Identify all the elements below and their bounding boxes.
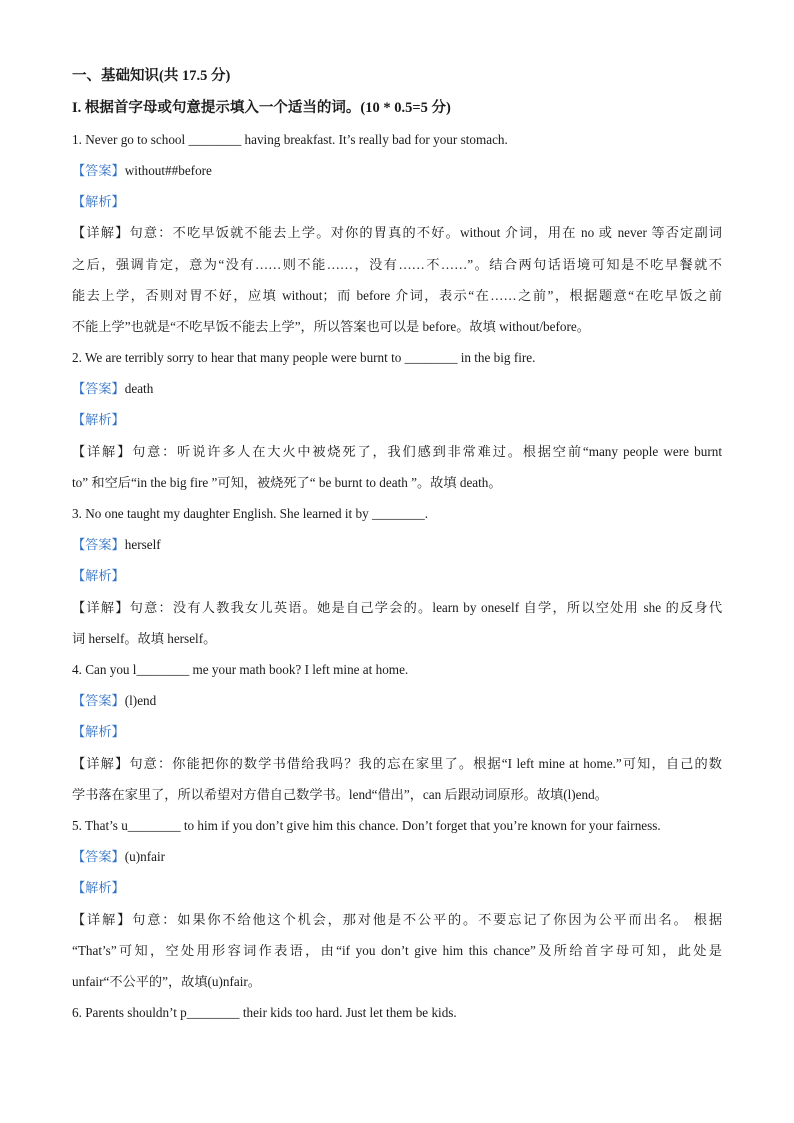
detail-text: 句意：你能把你的数学书借给我吗？我的忘在家里了。根据“I left mine at home.”可知，自己的数 (129, 756, 722, 771)
analysis-label: 【解析】 (72, 724, 125, 739)
question-5-analysis (72, 879, 722, 897)
question-5-detail-line: unfair“不公平的”，故填(u)nfair。 (72, 974, 261, 989)
question-4-analysis (72, 723, 722, 741)
question-6-stem: 6. Parents shouldn’t p________ their kids too hard. Just let them be kids. (72, 1005, 457, 1020)
question-2-detail-line: to” 和空后“in the big fire ”可知，被烧死了“ be burnt to death ”。故填 death。 (72, 475, 502, 490)
answer-text: herself (124, 537, 161, 552)
detail-label: 【详解】 (72, 225, 130, 240)
detail-label: 【详解】 (72, 912, 133, 927)
analysis-label: 【解析】 (72, 194, 125, 209)
answer-text: (l)end (124, 693, 157, 708)
question-1-analysis (72, 193, 722, 211)
answer-text: (u)nfair (124, 849, 166, 864)
question-1-detail-line: 能去上学，否则对胃不好，应填 without；而 before 介词，表示“在……之前”，根据题意“在吃早饭之前 (72, 288, 722, 303)
question-1-detail-line: 之后，强调肯定，意为“没有……则不能……，没有……不……”。结合两句话语境可知是不吃早餐就不 (72, 257, 722, 272)
section-title: 一、基础知识(共 17.5 分) (72, 68, 231, 84)
question-3-stem: 3. No one taught my daughter English. She learned it by ________. (72, 506, 429, 521)
question-1-detail-line: 不能上学”也就是“不吃早饭不能去上学”，所以答案也可以是 before。故填 without/before。 (72, 319, 590, 334)
detail-label: 【详解】 (72, 756, 130, 771)
question-3-detail-line (72, 599, 722, 617)
analysis-label: 【解析】 (72, 880, 125, 895)
question-4-detail-line: 学书落在家里了，所以希望对方借自己数学书。lend“借出”，can 后跟动词原形。故填(l)end。 (72, 787, 608, 802)
question-3-answer (72, 536, 722, 554)
question-2-stem: 2. We are terribly sorry to hear that many people were burnt to ________ in the big fire. (72, 350, 536, 365)
question-1-answer (72, 162, 722, 180)
question-5-detail-line (72, 911, 722, 929)
answer-text: without##before (124, 163, 212, 178)
part-title: I. 根据首字母或句意提示填入一个适当的词。(10 * 0.5=5 分) (72, 100, 451, 116)
question-4-answer (72, 692, 722, 710)
question-1-stem: 1. Never go to school ________ having breakfast. It’s really bad for your stomach. (72, 132, 508, 147)
detail-label: 【详解】 (72, 600, 130, 615)
question-4-stem: 4. Can you l________ me your math book? I left mine at home. (72, 662, 409, 677)
detail-label: 【详解】 (72, 444, 133, 459)
question-5-answer (72, 848, 722, 866)
answer-label: 【答案】 (72, 849, 125, 864)
question-2-analysis (72, 411, 722, 429)
answer-label: 【答案】 (72, 693, 125, 708)
detail-text: 句意：如果你不给他这个机会，那对他是不公平的。不要忘记了你因为公平而出名。 根据 (132, 912, 723, 927)
answer-text: death (124, 381, 154, 396)
answer-label: 【答案】 (72, 381, 125, 396)
question-2-answer (72, 380, 722, 398)
question-4-detail-line (72, 755, 722, 773)
answer-label: 【答案】 (72, 537, 125, 552)
detail-text: 句意：不吃早饭就不能去上学。对你的胃真的不好。without 介词，用在 no 或 never 等否定副词 (129, 225, 722, 240)
answer-label: 【答案】 (72, 163, 125, 178)
question-5-detail-line: “That’s”可知，空处用形容词作表语，由“if you don’t give him this chance”及所给首字母可知，此处是 (72, 943, 722, 958)
question-1-detail-line (72, 224, 722, 242)
question-3-analysis (72, 567, 722, 585)
question-3-detail-line: 词 herself。故填 herself。 (72, 631, 217, 646)
detail-text: 句意：没有人教我女儿英语。她是自己学会的。learn by oneself 自学，所以空处用 she 的反身代 (129, 600, 723, 615)
analysis-label: 【解析】 (72, 412, 125, 427)
question-2-detail-line (72, 443, 722, 461)
detail-text: 句意：听说许多人在大火中被烧死了，我们感到非常难过。根据空前“many people were burnt (132, 444, 723, 459)
question-5-stem: 5. That’s u________ to him if you don’t give him this chance. Don’t forget that you’re known for your fairness. (72, 818, 661, 833)
analysis-label: 【解析】 (72, 568, 125, 583)
